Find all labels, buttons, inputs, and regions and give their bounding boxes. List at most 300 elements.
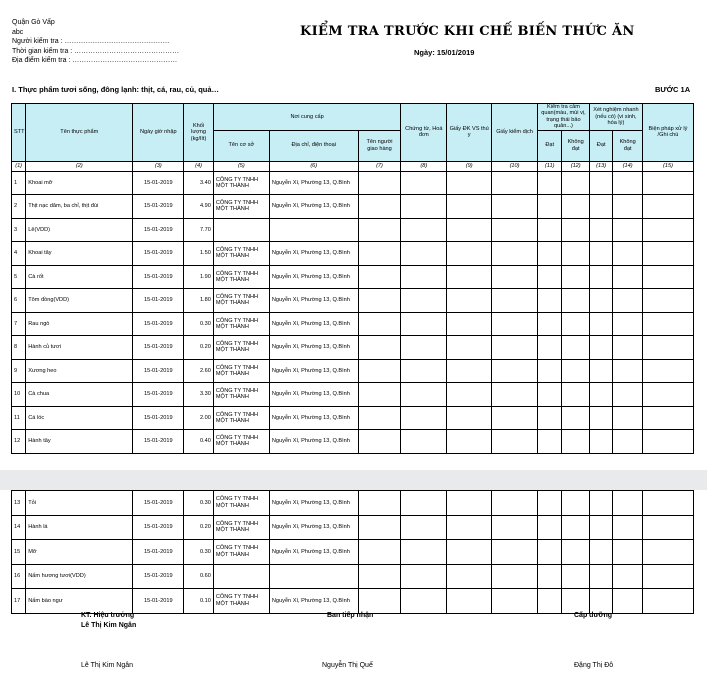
cell-address: Nguyễn Xí, Phường 13, Q.Bình	[269, 195, 358, 219]
table-row	[12, 171, 694, 195]
cell-empty	[642, 589, 693, 614]
cell-facility: CÔNG TY TNHH MỘT THÀNH	[213, 515, 269, 540]
cell-empty	[492, 564, 538, 589]
cell-import-date: 15-01-2019	[133, 218, 184, 242]
cell-empty	[589, 540, 612, 565]
cell-facility: CÔNG TY TNHH MỘT THÀNH	[213, 540, 269, 565]
cell-food-name: Hành tây	[26, 430, 133, 454]
cell-import-date: 15-01-2019	[133, 195, 184, 219]
cell-empty	[642, 359, 693, 383]
cell-empty	[562, 195, 590, 219]
cell-empty	[492, 589, 538, 614]
cell-import-date: 15-01-2019	[133, 289, 184, 313]
cell-weight: 2.00	[184, 406, 214, 430]
cell-empty	[401, 171, 447, 195]
cell-import-date: 15-01-2019	[133, 242, 184, 266]
header-docs: Chứng từ, Hoá đơn	[401, 104, 447, 162]
header-rapid-pass: Đạt	[589, 130, 612, 161]
cell-empty	[358, 312, 401, 336]
place-line: Địa điểm kiểm tra : ………………………………………	[12, 57, 178, 65]
table-row	[12, 564, 694, 589]
cell-facility: CÔNG TY TNHH MỘT THÀNH	[213, 359, 269, 383]
cell-empty	[358, 242, 401, 266]
report-page-2	[0, 490, 707, 699]
cell-empty	[447, 242, 492, 266]
cell-empty	[447, 171, 492, 195]
cell-empty	[642, 336, 693, 360]
cell-facility: CÔNG TY TNHH MỘT THÀNH	[213, 430, 269, 454]
cell-empty	[358, 336, 401, 360]
cell-empty	[589, 491, 612, 516]
cell-empty	[613, 289, 643, 313]
cell-food-name: Khoai mỡ	[26, 171, 133, 195]
column-number: (10)	[492, 161, 538, 171]
header-import-date: Ngày giờ nhập	[133, 104, 184, 162]
cell-empty	[613, 515, 643, 540]
cell-import-date: 15-01-2019	[133, 383, 184, 407]
cell-empty	[642, 540, 693, 565]
header-quarantine: Giấy kiểm dịch	[492, 104, 538, 162]
cell-address: Nguyễn Xí, Phường 13, Q.Bình	[269, 430, 358, 454]
cell-import-date: 15-01-2019	[133, 430, 184, 454]
header-deliverer: Tên người giao hàng	[358, 130, 401, 161]
cell-empty	[492, 242, 538, 266]
cell-empty	[492, 383, 538, 407]
cell-empty	[401, 312, 447, 336]
report-meta	[12, 18, 179, 66]
cell-empty	[562, 312, 590, 336]
inspection-table	[11, 103, 694, 454]
cell-stt: 6	[12, 289, 26, 313]
cell-empty	[613, 589, 643, 614]
cell-weight: 7.70	[184, 218, 214, 242]
cell-weight: 2.60	[184, 359, 214, 383]
cell-food-name: Tỏi	[26, 491, 133, 516]
cell-facility: CÔNG TY TNHH MỘT THÀNH	[213, 406, 269, 430]
cell-weight: 0.20	[184, 336, 214, 360]
table-row	[12, 540, 694, 565]
cook-title: Cấp dưỡng	[574, 612, 613, 619]
cell-stt: 13	[12, 491, 26, 516]
cell-empty	[401, 564, 447, 589]
cell-empty	[562, 218, 590, 242]
cell-empty	[447, 430, 492, 454]
header-stt: STT	[12, 104, 26, 162]
cell-empty	[492, 406, 538, 430]
cell-empty	[642, 218, 693, 242]
cell-empty	[492, 289, 538, 313]
table-row	[12, 406, 694, 430]
cell-empty	[562, 383, 590, 407]
cell-address: Nguyễn Xí, Phường 13, Q.Bình	[269, 289, 358, 313]
cell-empty	[537, 589, 561, 614]
cell-address: Nguyễn Xí, Phường 13, Q.Bình	[269, 383, 358, 407]
cell-facility	[213, 564, 269, 589]
cell-empty	[401, 195, 447, 219]
cell-empty	[401, 540, 447, 565]
cell-empty	[401, 589, 447, 614]
cell-food-name: Khoai tây	[26, 242, 133, 266]
table-row	[12, 289, 694, 313]
cell-empty	[562, 540, 590, 565]
cell-empty	[642, 383, 693, 407]
cell-empty	[492, 491, 538, 516]
cell-empty	[613, 336, 643, 360]
receiver-title: Ban tiếp nhận	[327, 612, 374, 619]
cell-empty	[562, 430, 590, 454]
cell-empty	[589, 289, 612, 313]
column-number: (13)	[589, 161, 612, 171]
cell-empty	[492, 265, 538, 289]
cell-stt: 17	[12, 589, 26, 614]
time-line: Thời gian kiểm tra : ………………………………………	[12, 47, 180, 55]
cell-facility: CÔNG TY TNHH MỘT THÀNH	[213, 265, 269, 289]
cell-empty	[447, 491, 492, 516]
cell-empty	[642, 289, 693, 313]
table-row	[12, 218, 694, 242]
cell-empty	[447, 265, 492, 289]
cell-empty	[537, 171, 561, 195]
cell-empty	[589, 430, 612, 454]
cell-empty	[401, 491, 447, 516]
cell-empty	[589, 218, 612, 242]
cell-facility: CÔNG TY TNHH MỘT THÀNH	[213, 491, 269, 516]
cell-empty	[358, 589, 401, 614]
table-row	[12, 242, 694, 266]
cell-empty	[562, 589, 590, 614]
cell-weight: 0.40	[184, 430, 214, 454]
report-title: KIỂM TRA TRƯỚC KHI CHẾ BIẾN THỨC ĂN	[300, 24, 635, 39]
cell-food-name: Thịt nạc dăm, ba chỉ, thịt đùi	[26, 195, 133, 219]
cell-stt: 2	[12, 195, 26, 219]
cell-stt: 15	[12, 540, 26, 565]
cell-facility: CÔNG TY TNHH MỘT THÀNH	[213, 289, 269, 313]
cell-empty	[447, 540, 492, 565]
cell-facility: CÔNG TY TNHH MỘT THÀNH	[213, 312, 269, 336]
cell-empty	[537, 359, 561, 383]
cell-stt: 10	[12, 383, 26, 407]
section-heading: I. Thực phẩm tươi sống, đông lạnh: thịt, cá, rau, củ, quả…	[12, 85, 220, 94]
cell-weight: 3.30	[184, 383, 214, 407]
cell-empty	[613, 383, 643, 407]
page-separator	[0, 470, 707, 490]
cell-empty	[562, 336, 590, 360]
cell-empty	[589, 383, 612, 407]
column-number: (1)	[12, 161, 26, 171]
cell-stt: 4	[12, 242, 26, 266]
cell-empty	[642, 406, 693, 430]
header-sensory-pass: Đạt	[537, 130, 561, 161]
cell-empty	[358, 195, 401, 219]
cell-empty	[358, 383, 401, 407]
cell-weight: 0.30	[184, 312, 214, 336]
column-number: (2)	[26, 161, 133, 171]
cell-empty	[589, 564, 612, 589]
column-number: (15)	[642, 161, 693, 171]
cell-empty	[589, 589, 612, 614]
header-facility: Tên cơ sở	[213, 130, 269, 161]
cell-empty	[358, 265, 401, 289]
cell-empty	[492, 336, 538, 360]
cell-empty	[562, 265, 590, 289]
cell-empty	[358, 515, 401, 540]
cell-empty	[447, 564, 492, 589]
cell-facility: CÔNG TY TNHH MỘT THÀNH	[213, 171, 269, 195]
cell-empty	[562, 406, 590, 430]
inspector-line: Người kiểm tra : ………………………………………	[12, 38, 170, 46]
cell-import-date: 15-01-2019	[133, 265, 184, 289]
table-row	[12, 359, 694, 383]
cell-empty	[562, 171, 590, 195]
column-number: (4)	[184, 161, 214, 171]
column-number: (14)	[613, 161, 643, 171]
cell-empty	[492, 430, 538, 454]
cell-empty	[447, 312, 492, 336]
table-row	[12, 336, 694, 360]
cell-empty	[492, 359, 538, 383]
cell-weight: 3.40	[184, 171, 214, 195]
unit-label: abc	[12, 28, 24, 36]
cell-empty	[358, 540, 401, 565]
header-rapid-fail: Không đạt	[613, 130, 643, 161]
cell-import-date: 15-01-2019	[133, 336, 184, 360]
cell-food-name: Hành củ tươi	[26, 336, 133, 360]
cell-address: Nguyễn Xí, Phường 13, Q.Bình	[269, 242, 358, 266]
cell-empty	[589, 515, 612, 540]
cell-empty	[447, 289, 492, 313]
cell-facility: CÔNG TY TNHH MỘT THÀNH	[213, 589, 269, 614]
cook-name: Đặng Thị Đô	[574, 662, 614, 669]
cell-empty	[537, 515, 561, 540]
cell-empty	[447, 515, 492, 540]
table-row	[12, 515, 694, 540]
cell-empty	[447, 406, 492, 430]
cell-empty	[642, 564, 693, 589]
cell-empty	[642, 515, 693, 540]
column-number-row	[12, 161, 694, 171]
cell-empty	[613, 242, 643, 266]
cell-empty	[613, 171, 643, 195]
cell-food-name: Lê(VDD)	[26, 218, 133, 242]
cell-weight: 0.30	[184, 491, 214, 516]
cell-empty	[537, 312, 561, 336]
cell-address	[269, 218, 358, 242]
cell-empty	[401, 218, 447, 242]
cell-address: Nguyễn Xí, Phường 13, Q.Bình	[269, 336, 358, 360]
cell-empty	[642, 430, 693, 454]
cell-empty	[537, 564, 561, 589]
cell-empty	[613, 359, 643, 383]
cell-stt: 11	[12, 406, 26, 430]
cell-empty	[562, 491, 590, 516]
cell-empty	[589, 265, 612, 289]
cell-facility: CÔNG TY TNHH MỘT THÀNH	[213, 383, 269, 407]
cell-empty	[613, 265, 643, 289]
cell-empty	[562, 289, 590, 313]
cell-empty	[642, 171, 693, 195]
cell-empty	[537, 242, 561, 266]
cell-facility	[213, 218, 269, 242]
cell-import-date: 15-01-2019	[133, 171, 184, 195]
cell-address: Nguyễn Xí, Phường 13, Q.Bình	[269, 589, 358, 614]
cell-stt: 16	[12, 564, 26, 589]
cell-empty	[401, 242, 447, 266]
cell-empty	[358, 564, 401, 589]
cell-address: Nguyễn Xí, Phường 13, Q.Bình	[269, 515, 358, 540]
cell-import-date: 15-01-2019	[133, 359, 184, 383]
report-date: Ngày: 15/01/2019	[414, 48, 475, 57]
table-row	[12, 312, 694, 336]
column-number: (12)	[562, 161, 590, 171]
cell-empty	[401, 265, 447, 289]
cell-empty	[613, 195, 643, 219]
cell-facility: CÔNG TY TNHH MỘT THÀNH	[213, 336, 269, 360]
header-sensory-fail: Không đạt	[562, 130, 590, 161]
cell-empty	[589, 406, 612, 430]
cell-empty	[537, 218, 561, 242]
cell-food-name: Nấm hương tươi(VDD)	[26, 564, 133, 589]
cell-food-name: Cá lóc	[26, 406, 133, 430]
cell-empty	[401, 359, 447, 383]
header-sensory: Kiểm tra cảm quan(màu, mùi vị, trạng thái bảo quản...)	[537, 104, 589, 131]
principal-title: KT. Hiệu trưởng	[81, 612, 135, 619]
header-food-name: Tên thực phẩm	[26, 104, 133, 162]
header-vet-cert: Giấy ĐK VS thú y	[447, 104, 492, 162]
principal-name-top: Lê Thị Kim Ngân	[81, 622, 137, 629]
cell-empty	[589, 242, 612, 266]
cell-empty	[492, 540, 538, 565]
column-number: (9)	[447, 161, 492, 171]
principal-name: Lê Thị Kim Ngân	[81, 662, 134, 669]
cell-food-name: Tôm đồng(VDD)	[26, 289, 133, 313]
cell-empty	[492, 515, 538, 540]
cell-empty	[401, 289, 447, 313]
cell-empty	[537, 289, 561, 313]
cell-empty	[492, 171, 538, 195]
cell-empty	[537, 195, 561, 219]
cell-weight: 1.90	[184, 265, 214, 289]
column-number: (11)	[537, 161, 561, 171]
cell-import-date: 15-01-2019	[133, 515, 184, 540]
cell-empty	[537, 491, 561, 516]
cell-empty	[642, 491, 693, 516]
cell-empty	[613, 540, 643, 565]
column-number: (8)	[401, 161, 447, 171]
inspection-table-continued	[11, 490, 694, 614]
column-number: (7)	[358, 161, 401, 171]
column-number: (3)	[133, 161, 184, 171]
header-weight: Khối lượng (kg/lít)	[184, 104, 214, 162]
cell-stt: 14	[12, 515, 26, 540]
cell-empty	[562, 515, 590, 540]
cell-empty	[589, 312, 612, 336]
cell-facility: CÔNG TY TNHH MỘT THÀNH	[213, 195, 269, 219]
cell-empty	[613, 312, 643, 336]
cell-weight: 1.80	[184, 289, 214, 313]
cell-empty	[537, 406, 561, 430]
cell-empty	[358, 359, 401, 383]
cell-stt: 5	[12, 265, 26, 289]
cell-empty	[589, 171, 612, 195]
cell-empty	[401, 430, 447, 454]
table-row	[12, 430, 694, 454]
cell-weight: 0.60	[184, 564, 214, 589]
cell-empty	[589, 195, 612, 219]
cell-empty	[642, 242, 693, 266]
cell-food-name: Cà chua	[26, 383, 133, 407]
cell-stt: 12	[12, 430, 26, 454]
table-row	[12, 383, 694, 407]
cell-empty	[447, 383, 492, 407]
table-row	[12, 589, 694, 614]
cell-empty	[358, 406, 401, 430]
cell-empty	[401, 336, 447, 360]
cell-address: Nguyễn Xí, Phường 13, Q.Bình	[269, 540, 358, 565]
cell-weight: 0.10	[184, 589, 214, 614]
cell-food-name: Hành lá	[26, 515, 133, 540]
cell-address	[269, 564, 358, 589]
cell-import-date: 15-01-2019	[133, 540, 184, 565]
receiver-name: Nguyễn Thị Quế	[322, 662, 373, 669]
header-action: Biện pháp xử lý /Ghi chú	[642, 104, 693, 162]
header-address: Địa chỉ, điện thoại	[269, 130, 358, 161]
cell-address: Nguyễn Xí, Phường 13, Q.Bình	[269, 491, 358, 516]
cell-empty	[358, 218, 401, 242]
cell-empty	[642, 312, 693, 336]
step-label: BƯỚC 1A	[655, 85, 691, 94]
cell-facility: CÔNG TY TNHH MỘT THÀNH	[213, 242, 269, 266]
cell-empty	[492, 195, 538, 219]
header-supplier: Nơi cung cấp	[213, 104, 401, 131]
district-label: Quận Gò Vấp	[12, 19, 55, 26]
cell-stt: 9	[12, 359, 26, 383]
cell-empty	[447, 195, 492, 219]
cell-address: Nguyễn Xí, Phường 13, Q.Bình	[269, 171, 358, 195]
cell-empty	[562, 564, 590, 589]
cell-empty	[613, 406, 643, 430]
header-rapid-test: Xét nghiệm nhanh (nếu có) (vi sinh, hóa lý)	[589, 104, 642, 131]
cell-address: Nguyễn Xí, Phường 13, Q.Bình	[269, 265, 358, 289]
cell-empty	[589, 359, 612, 383]
cell-food-name: Nấm bào ngư	[26, 589, 133, 614]
column-number: (5)	[213, 161, 269, 171]
cell-empty	[358, 171, 401, 195]
cell-address: Nguyễn Xí, Phường 13, Q.Bình	[269, 312, 358, 336]
cell-empty	[613, 491, 643, 516]
cell-import-date: 15-01-2019	[133, 406, 184, 430]
cell-empty	[589, 336, 612, 360]
cell-empty	[358, 289, 401, 313]
cell-empty	[401, 383, 447, 407]
column-number: (6)	[269, 161, 358, 171]
cell-food-name: Mỡ	[26, 540, 133, 565]
cell-address: Nguyễn Xí, Phường 13, Q.Bình	[269, 359, 358, 383]
cell-food-name: Xương heo	[26, 359, 133, 383]
cell-empty	[537, 265, 561, 289]
cell-address: Nguyễn Xí, Phường 13, Q.Bình	[269, 406, 358, 430]
cell-empty	[358, 491, 401, 516]
cell-empty	[642, 265, 693, 289]
cell-empty	[537, 383, 561, 407]
cell-import-date: 15-01-2019	[133, 491, 184, 516]
table-row	[12, 491, 694, 516]
table-row	[12, 195, 694, 219]
cell-empty	[492, 312, 538, 336]
cell-weight: 0.30	[184, 540, 214, 565]
cell-import-date: 15-01-2019	[133, 312, 184, 336]
cell-empty	[562, 359, 590, 383]
cell-food-name: Rau ngò	[26, 312, 133, 336]
